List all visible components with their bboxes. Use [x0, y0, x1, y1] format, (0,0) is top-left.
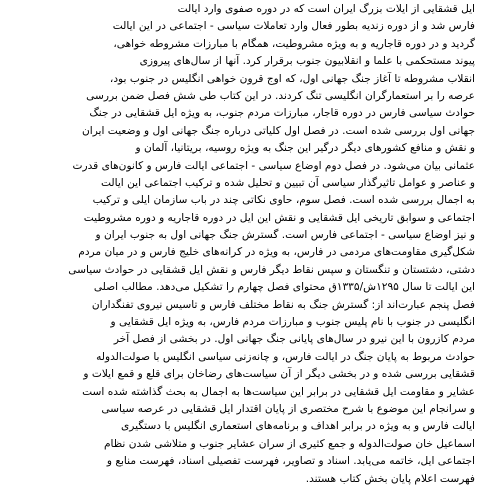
text-line: این ایالت تا سال ۱۲۹۵ش/۱۳۳۵ق محتوای فصل چهارم را تشکیل می‌دهد. مطالب اصلی	[93, 281, 475, 294]
text-line: جهانی اول بررسی شده است. در فصل اول کلیاتی درباره جنگ جهانی اول و وضعیت ایران	[81, 124, 475, 137]
text-line: پیوند مستحکمی با علما و انقلابیون جنوب برقرار کرد. آنها از سال‌های پیروزی	[139, 55, 475, 68]
text-line: اجتماعی و سوابق تاریخی ایل قشقایی و نقش این ایل در دوره قاجاریه و دوره مشروطیت	[83, 211, 475, 224]
text-line: انگلیسی در جنوب با نام پلیس جنوب و مبارزات مردم فارس، به ویژه ایل قشقایی و	[110, 316, 475, 329]
text-line: گردید و در دوره قاجاریه و به ویژه مشروطیت، همگام با مبارزات مشروطه خواهی،	[113, 37, 475, 50]
text-line: قشقایی بررسی شده و در بخشی دیگر از آن سیاست‌های رضاخان برای قلع و قمع ایلات و	[83, 368, 475, 381]
text-line: حوادث سیاسی فارس در دوره قاجار، مبارزات مردم جنوب، به ویژه ایل قشقایی در جنگ	[89, 107, 475, 120]
text-line: و نقش و منافع کشورهای دیگر درگیر این جنگ به ویژه روسیه، بریتانیا، آلمان و	[135, 142, 475, 155]
text-line: اسماعیل خان صولت‌الدوله و جمع کثیری از سران عشایر جنوب و متلاشی شدن نظام	[103, 437, 475, 450]
text-line: اجتماعی ایل، خاتمه می‌یابد. اسناد و تصاویر، فهرست تفصیلی اسناد، فهرست منابع و	[106, 455, 475, 468]
text-line: دشتی، دشتستان و تنگستان و سپس نقاط دیگر فارس و نقش ایل قشقایی در حوادث سیاسی	[68, 263, 475, 276]
text-line: فارس شد و از دوره زندیه بطور فعال وارد تعاملات سیاسی - اجتماعی در این ایالت	[112, 20, 475, 33]
text-line: انقلاب مشروطه تا آغاز جنگ جهانی اول، که اوج قرون خواهی انگلیس در جنوب بود،	[109, 72, 475, 85]
text-line: شکل‌گیری مقاومت‌های مردمی در فارس، به ویژه در کرانه‌های خلیج فارس و در میان مردم	[78, 246, 475, 259]
text-line: عشایر و مقاومت ایل قشقایی در برابر این سیاست‌ها به اجمال به بحث گذاشته شده است	[82, 385, 475, 398]
text-line: و عناصر و عوامل تاثیرگذار سیاسی آن تبیین و تحلیل شده و ترکیب اجتماعی این ایالت	[101, 176, 475, 189]
text-line: به اجمال بررسی شده است. فصل سوم، حاوی نکاتی چند در باب سازمان ایلی و ترکیب	[92, 194, 475, 207]
text-line: عثمانی بیان می‌شود. در فصل دوم اوضاع سیاسی - اجتماعی ایالت فارس و کانون‌های قدرت	[72, 159, 475, 172]
text-line: ایل قشقایی از ایلات بزرگ ایران است که در دوره صفوی وارد ایالت	[177, 3, 475, 15]
text-line: و سرانجام این موضوع با شرح مختصری از پایان اقتدار ایل قشقایی در عرصه سیاسی	[101, 402, 475, 415]
text-line: و نیز اوضاع سیاسی - اجتماعی فارس است. گسترش جنگ جهانی اول به جنوب ایران و	[95, 229, 475, 242]
text-line: ایالت فارس و به ویژه در برابر اهداف و برنامه‌های استعماری انگلیس با دستگیری	[121, 420, 475, 433]
body-paragraph	[4, 1, 475, 488]
text-line: مردم کازرون با این نیرو در سال‌های پایانی جنگ جهانی اول. در بخشی از فصل آخر	[113, 333, 475, 346]
text-line: عرصه را بر استعمارگران انگلیسی تنگ کردند. در این کتاب طی شش فصل ضمن بررسی	[86, 89, 475, 102]
text-line-last: فهرست اعلام پایان بخش کتاب هستند.	[305, 472, 475, 485]
text-line: حوادث مربوط به پایان جنگ در ایالت فارس، و چانه‌زنی سیاسی انگلیس با صولت‌الدوله	[96, 350, 475, 363]
text-line: فصل پنجم عبارت‌اند از: گسترش جنگ به نقاط مختلف فارس و تاسیس نیروی تفنگداران	[91, 298, 475, 311]
